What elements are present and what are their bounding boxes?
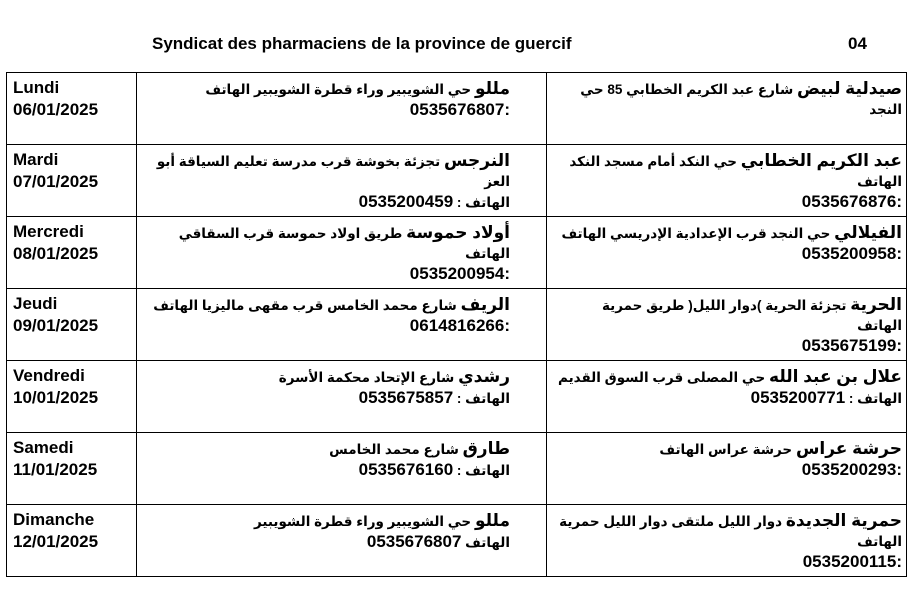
pharmacy-address: دوار الليل ملتقى دوار الليل حمرية الهاتف (559, 514, 902, 549)
pharmacy-cell-2 (547, 73, 907, 145)
pharmacy-name: مللو (474, 511, 510, 530)
pharmacy-address: طريق اولاد حموسة قرب السقاقي الهاتف (178, 226, 510, 261)
day-cell (7, 73, 137, 145)
pharmacy-name: عبد الكريم الخطابي (740, 151, 902, 170)
day-cell (7, 361, 137, 433)
pharmacy-cell-1 (137, 505, 547, 577)
pharmacy-address: حرشة عراس الهاتف (659, 442, 793, 457)
day-date: 10/01/2025 (13, 388, 99, 407)
pharmacy-address: شارع الإتحاد محكمة الأسرة (278, 370, 455, 385)
pharmacy-phone: 0535675857 (358, 388, 454, 407)
pharmacy-cell-1 (137, 289, 547, 361)
pharmacy-address: حي النكد أمام مسجد النكد الهاتف (569, 154, 902, 189)
pharmacy-name: حمرية الجديدة (785, 511, 902, 530)
phone-label: الهاتف : (456, 195, 510, 210)
pharmacy-name: النرجس (443, 151, 510, 170)
pharmacy-address: حي الشويبير وراء قطرة الشويبير (253, 514, 472, 529)
pharmacy-cell-1 (137, 145, 547, 217)
pharmacy-name: أولاد حموسة (406, 223, 510, 242)
day-name: Mercredi (13, 222, 84, 241)
phone-label: الهاتف (465, 535, 510, 550)
table-row (7, 505, 907, 577)
pharmacy-address: شارع عبد الكريم الخطابي 85 حي (580, 82, 794, 97)
pharmacy-name: طارق (462, 439, 510, 458)
pharmacy-name: حرشة عراس (795, 439, 902, 458)
day-date: 06/01/2025 (13, 100, 99, 119)
phone-label: الهاتف : (456, 391, 510, 406)
day-name: Jeudi (13, 294, 58, 313)
pharmacy-address: حي المصلى قرب السوق القديم (558, 370, 766, 385)
pharmacy-cell-2 (547, 145, 907, 217)
day-cell (7, 145, 137, 217)
pharmacy-phone: 0535676876: (801, 192, 902, 211)
pharmacy-cell-1 (137, 433, 547, 505)
pharmacy-cell-2 (547, 361, 907, 433)
pharmacy-phone: 0535200115: (802, 552, 902, 571)
pharmacy-address: تجزئة بخوشة قرب مدرسة تعليم السياقة أبو العز (156, 154, 510, 189)
pharmacy-address: تجزئة الحرية )دوار الليل( طريق حمرية الهاتف (601, 298, 902, 333)
document-header (0, 34, 920, 60)
pharmacy-phone: 0535676160 (358, 460, 454, 479)
day-cell (7, 217, 137, 289)
pharmacy-name: علال بن عبد الله (769, 367, 902, 386)
table-row (7, 145, 907, 217)
pharmacy-address: شارع محمد الخامس قرب مقهى ماليزيا الهاتف (153, 298, 457, 313)
day-date: 12/01/2025 (13, 532, 99, 551)
pharmacy-phone: 0535200958: (801, 244, 902, 263)
pharmacy-phone: 0614816266: (409, 316, 510, 335)
pharmacy-phone: 0535675199: (801, 336, 902, 355)
pharmacy-cell-2 (547, 433, 907, 505)
pharmacy-address-line2: النجد (869, 102, 902, 117)
pharmacy-cell-2 (547, 289, 907, 361)
table-row (7, 217, 907, 289)
pharmacy-address: حي النجد قرب الإعدادية الإدريسي الهاتف (561, 226, 831, 241)
duty-schedule-table (6, 72, 907, 577)
pharmacy-address: حي الشويبير وراء قطرة الشويبير الهاتف (205, 82, 472, 97)
pharmacy-phone: 0535200771 (750, 388, 846, 407)
pharmacy-cell-1 (137, 73, 547, 145)
day-cell (7, 289, 137, 361)
phone-label: الهاتف : (848, 391, 902, 406)
pharmacy-cell-1 (137, 217, 547, 289)
pharmacy-name: الفيلالي (834, 223, 902, 242)
day-date: 08/01/2025 (13, 244, 99, 263)
day-date: 07/01/2025 (13, 172, 99, 191)
day-name: Samedi (13, 438, 74, 457)
pharmacy-phone: 0535676807: (409, 100, 510, 119)
pharmacy-phone: 0535676807 (366, 532, 462, 551)
day-cell (7, 433, 137, 505)
day-date: 11/01/2025 (13, 460, 98, 479)
day-name: Vendredi (13, 366, 85, 385)
document-title: Syndicat des pharmaciens de la province de guercif (152, 34, 572, 53)
pharmacy-phone: 0535200293: (801, 460, 902, 479)
day-name: Mardi (13, 150, 59, 169)
table-row (7, 73, 907, 145)
day-cell (7, 505, 137, 577)
page-number: 04 (848, 34, 867, 53)
day-name: Dimanche (13, 510, 95, 529)
pharmacy-name: الريف (460, 295, 510, 314)
pharmacy-cell-1 (137, 361, 547, 433)
pharmacy-name: مللو (474, 79, 510, 98)
pharmacy-address: شارع محمد الخامس (329, 442, 459, 457)
pharmacy-phone: 0535200954: (409, 264, 510, 283)
table-row (7, 433, 907, 505)
table-row (7, 289, 907, 361)
day-date: 09/01/2025 (13, 316, 99, 335)
pharmacy-name: الحرية (850, 295, 902, 314)
table-row (7, 361, 907, 433)
phone-label: الهاتف : (456, 463, 510, 478)
pharmacy-cell-2 (547, 505, 907, 577)
pharmacy-name: صيدلية لبيض (797, 79, 902, 98)
pharmacy-phone: 0535200459 (358, 192, 454, 211)
day-name: Lundi (13, 78, 60, 97)
pharmacy-name: رشدي (458, 367, 510, 386)
pharmacy-cell-2 (547, 217, 907, 289)
